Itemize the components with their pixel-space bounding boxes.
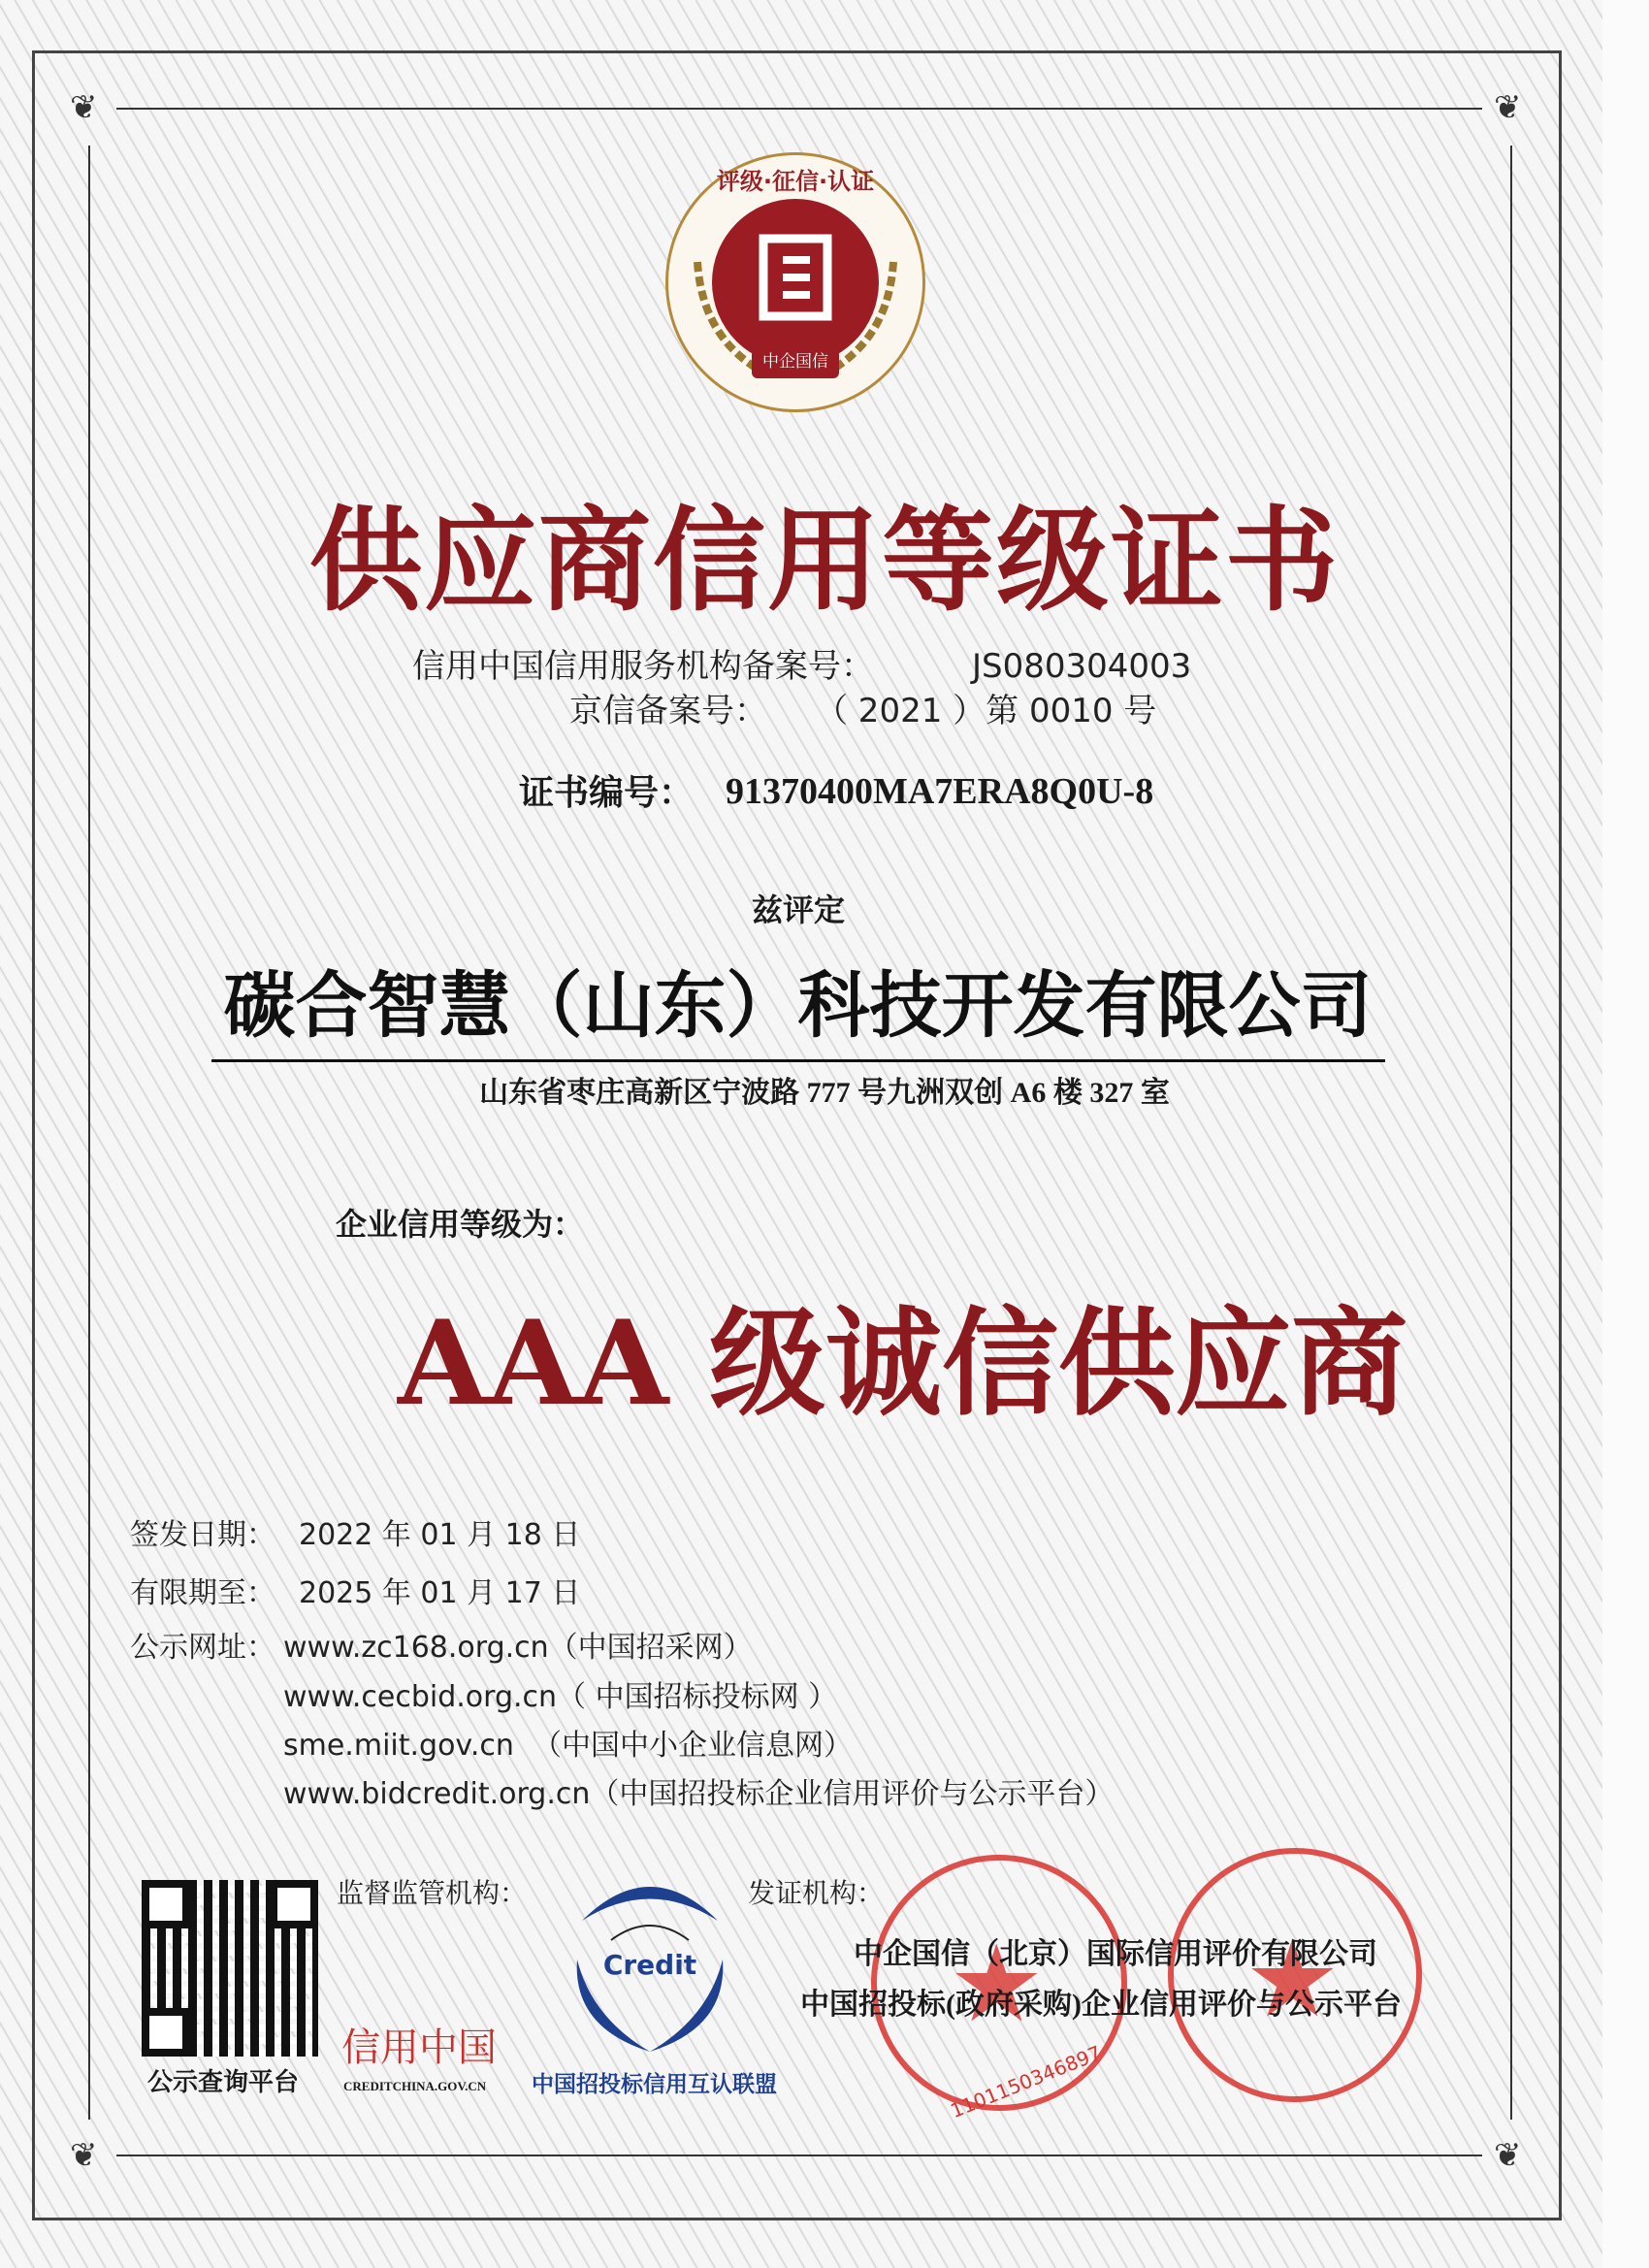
website-link[interactable]: www.cecbid.org.cn（ 中国招标投标网 ） [283, 1680, 838, 1714]
issuer-label: 发证机构： [748, 1877, 885, 1909]
expiry-date: 2025 年 01 月 17 日 [299, 1576, 581, 1610]
websites-label: 公示网址： [130, 1631, 275, 1665]
left-rule [88, 146, 90, 2120]
assessed-label: 兹评定 [752, 892, 846, 927]
issue-date-label: 签发日期： [130, 1518, 275, 1552]
issue-date: 2022 年 01 月 18 日 [299, 1518, 581, 1552]
seal-star-icon: ★ [949, 1922, 1045, 2046]
corner-ornament-icon: ❦ [70, 88, 98, 127]
company-address: 山东省枣庄高新区宁波路 777 号九洲双创 A6 楼 327 室 [479, 1077, 1170, 1109]
top-rule [116, 108, 1482, 110]
website-link[interactable]: www.bidcredit.org.cn（中国招投标企业信用评价与公示平台） [283, 1777, 1115, 1811]
company-underline [211, 1059, 1385, 1062]
qr-code[interactable] [142, 1880, 318, 2057]
supervisor-label: 监督监管机构： [337, 1877, 528, 1909]
issuer-name-1: 中企国信（北京）国际信用评价有限公司 [854, 1938, 1377, 1970]
creditchina-logo: 信用中国 [341, 2025, 497, 2070]
jingxin-registration-number: （ 2021 ）第 0010 号 [815, 692, 1157, 730]
website-link[interactable]: sme.miit.gov.cn （中国中小企业信息网） [283, 1729, 853, 1763]
seal-number: 1101150346897 [947, 2040, 1105, 2123]
credit-alliance-logo-icon [563, 1872, 737, 2052]
service-registration-number: JS080304003 [972, 647, 1192, 686]
credit-grade: AAA 级诚信供应商 [398, 1295, 1408, 1432]
alliance-name: 中国招投标信用互认联盟 [532, 2072, 777, 2096]
credit-logo-text: Credit [602, 1949, 697, 1981]
seal-star-icon: ★ [1245, 1917, 1341, 2041]
service-registration-label: 信用中国信用服务机构备案号： [412, 647, 874, 686]
jingxin-registration-label: 京信备案号： [569, 692, 767, 730]
certificate-number: 91370400MA7ERA8Q0U-8 [726, 771, 1154, 812]
certificate-title: 供应商信用等级证书 [309, 496, 1340, 627]
website-link[interactable]: www.zc168.org.cn（中国招采网） [283, 1631, 753, 1665]
bottom-rule [116, 2155, 1482, 2156]
corner-ornament-icon: ❦ [1494, 2136, 1522, 2175]
emblem-seal [665, 152, 925, 412]
grade-label: 企业信用等级为： [336, 1207, 585, 1242]
emblem-bottom-text: 中企国信 [762, 352, 828, 372]
qr-caption: 公示查询平台 [147, 2068, 300, 2096]
corner-ornament-icon: ❦ [70, 2136, 98, 2175]
scan-edge [1602, 0, 1649, 2268]
expiry-date-label: 有限期至： [130, 1576, 275, 1610]
corner-ornament-icon: ❦ [1494, 88, 1522, 127]
certificate-number-label: 证书编号： [519, 773, 695, 812]
right-rule [1510, 146, 1512, 2120]
company-name: 碳合智慧（山东）科技开发有限公司 [223, 964, 1373, 1048]
emblem-top-text: 评级·征信·认证 [716, 168, 875, 195]
creditchina-url: CREDITCHINA.GOV.CN [343, 2079, 487, 2093]
issuer-name-2: 中国招投标(政府采购)企业信用评价与公示平台 [800, 1989, 1402, 2021]
